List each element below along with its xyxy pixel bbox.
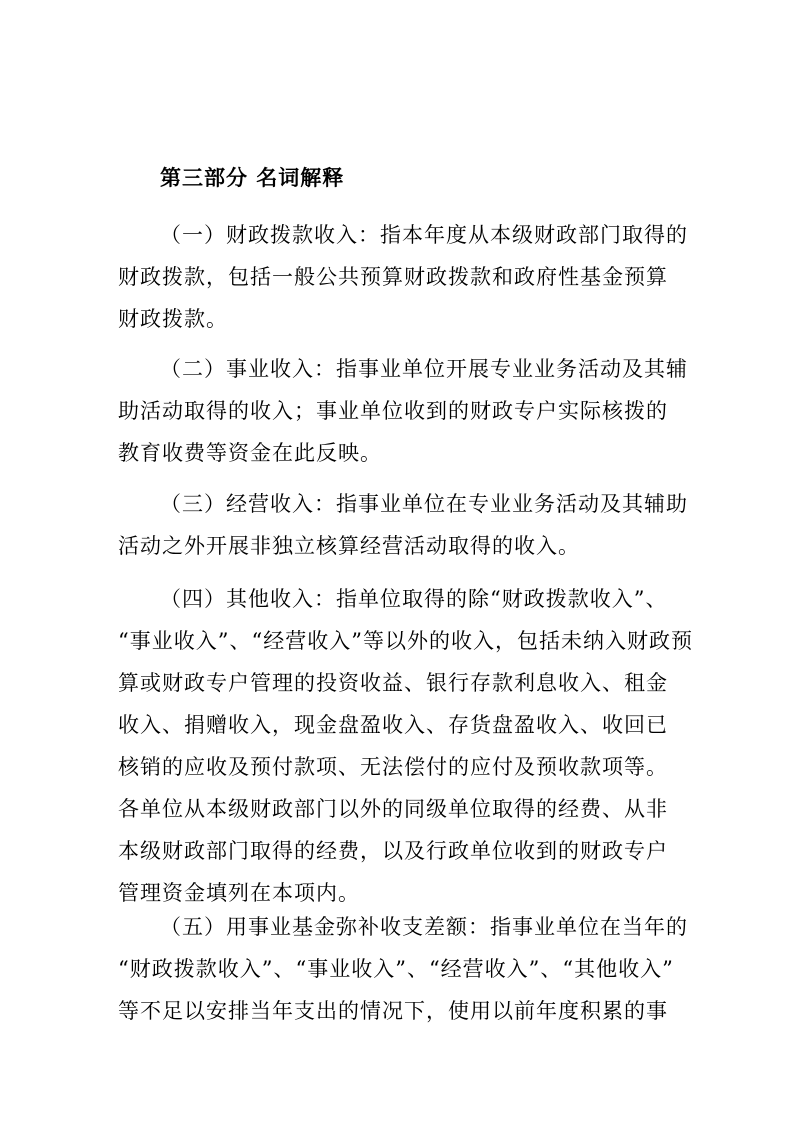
paragraph-line: “财政拨款收入”、“事业收入”、“经营收入”、“其他收入” (118, 957, 674, 981)
paragraph-line: “事业收入”、“经营收入”等以外的收入，包括未纳入财政预 (118, 629, 693, 653)
paragraph-line: 活动之外开展非独立核算经营活动取得的收入。 (118, 534, 580, 558)
paragraph-line: 教育收费等资金在此反映。 (118, 441, 382, 465)
paragraph-business-fund-offset (118, 906, 688, 1032)
paragraph-other-income (118, 578, 693, 914)
paragraph-line: 财政拨款，包括一般公共预算财政拨款和政府性基金预算 (118, 265, 668, 289)
paragraph-business-income (118, 348, 688, 474)
paragraph-line: 管理资金填列在本项内。 (118, 881, 360, 905)
paragraph-line: 收入、捐赠收入，现金盘盈收入、存货盘盈收入、收回已 (118, 713, 668, 737)
paragraph-line: 算或财政专户管理的投资收益、银行存款利息收入、租金 (118, 671, 668, 695)
paragraph-line: 核销的应收及预付款项、无法偿付的应付及预收款项等。 (118, 755, 668, 779)
paragraph-operating-income (118, 483, 688, 567)
paragraph-line: （一）财政拨款收入：指本年度从本级财政部门取得的 (160, 223, 688, 247)
paragraph-line: 等不足以安排当年支出的情况下，使用以前年度积累的事 (118, 999, 668, 1023)
paragraph-line: （二）事业收入：指事业单位开展专业业务活动及其辅 (160, 357, 688, 381)
paragraph-line: 本级财政部门取得的经费，以及行政单位收到的财政专户 (118, 839, 668, 863)
section-title: 第三部分 名词解释 (160, 166, 345, 190)
paragraph-fiscal-appropriation-income (118, 214, 688, 340)
paragraph-line: 财政拨款。 (118, 307, 228, 331)
paragraph-line: 助活动取得的收入；事业单位收到的财政专户实际核拨的 (118, 399, 668, 423)
paragraph-line: （四）其他收入：指单位取得的除“财政拨款收入”、 (160, 587, 668, 611)
paragraph-line: （三）经营收入：指事业单位在专业业务活动及其辅助 (160, 492, 688, 516)
paragraph-line: 各单位从本级财政部门以外的同级单位取得的经费、从非 (118, 797, 668, 821)
paragraph-line: （五）用事业基金弥补收支差额：指事业单位在当年的 (160, 915, 688, 939)
